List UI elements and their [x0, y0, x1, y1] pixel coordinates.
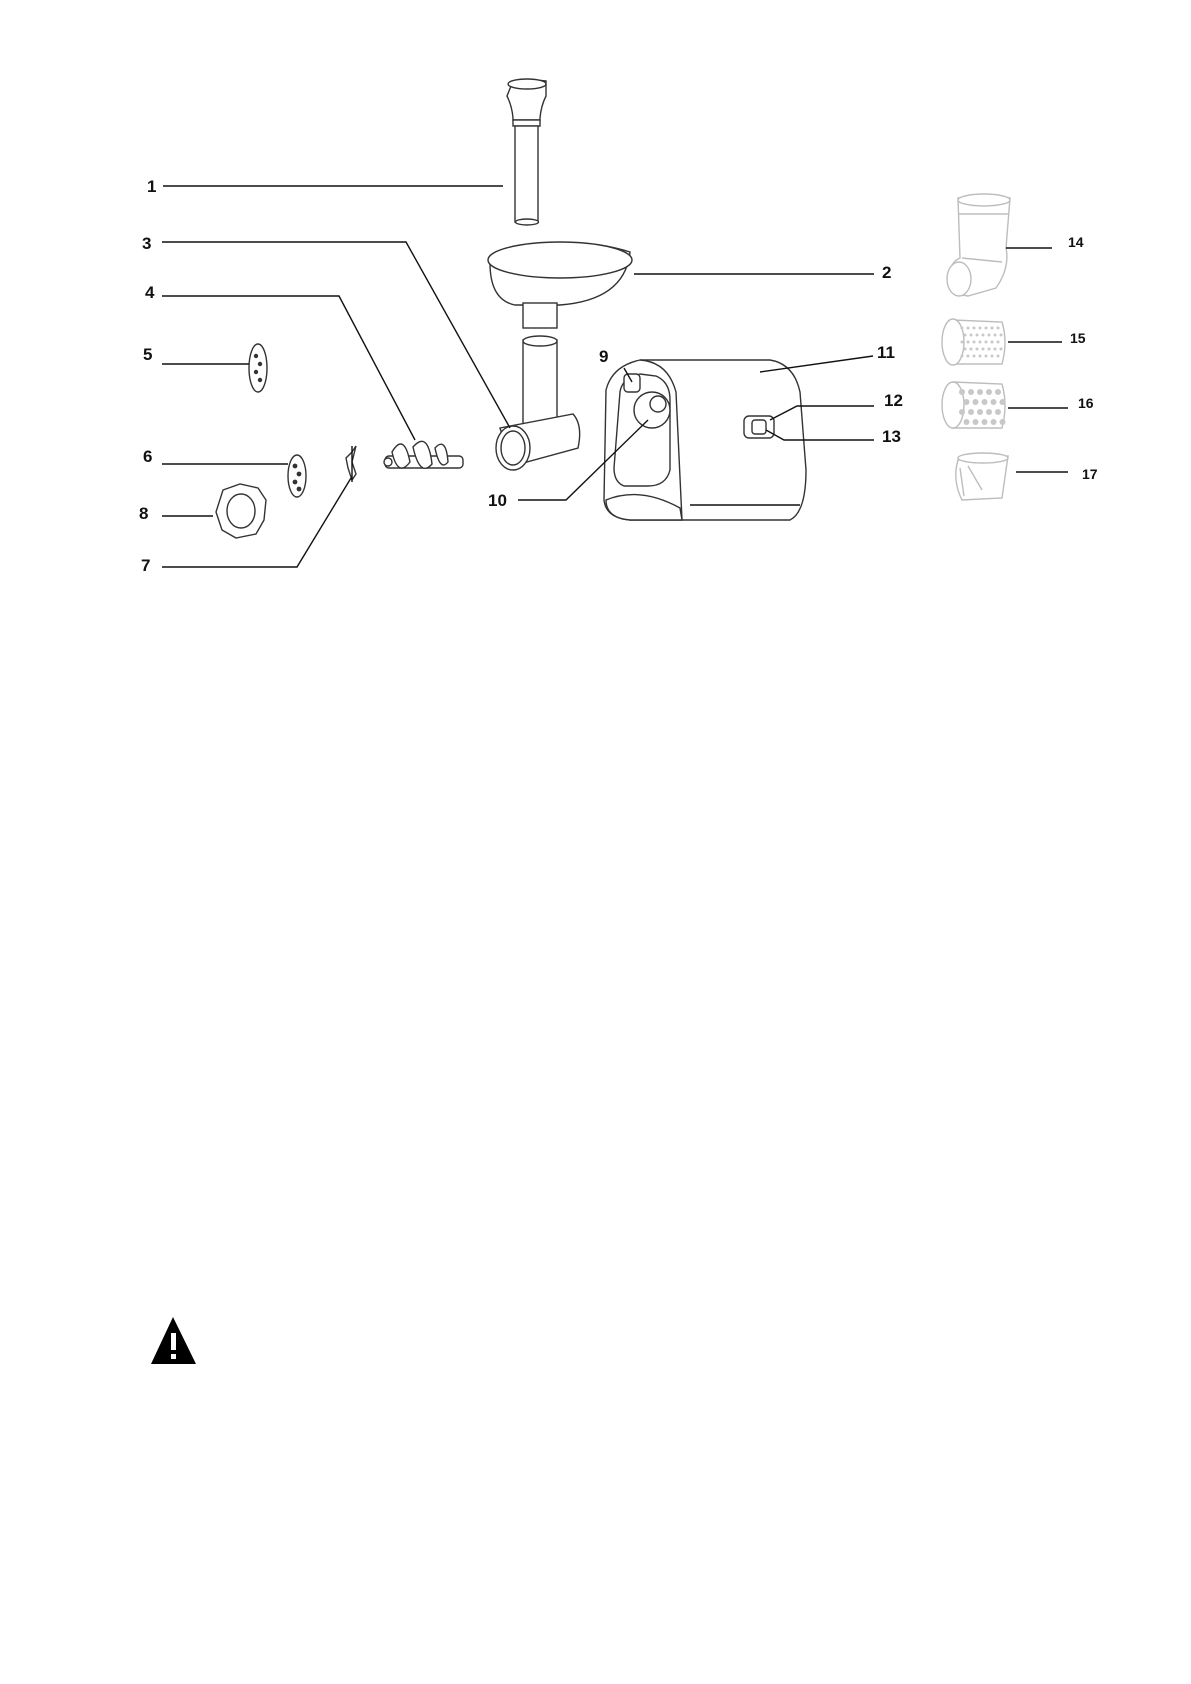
grater-hole — [961, 341, 964, 344]
part-fine-grating-drum — [942, 319, 1005, 365]
part-ring-nut — [216, 484, 266, 538]
grater-hole — [973, 399, 979, 405]
grater-hole — [968, 389, 974, 395]
part-auger — [384, 441, 463, 468]
grater-hole — [961, 355, 964, 358]
callout-15: 15 — [1070, 330, 1086, 346]
grater-hole — [982, 419, 988, 425]
part-slicing-drum — [956, 453, 1008, 500]
grater-hole — [988, 334, 991, 337]
grater-hole — [964, 334, 967, 337]
grater-hole — [964, 399, 970, 405]
callout-17: 17 — [1082, 466, 1098, 482]
grater-hole — [970, 334, 973, 337]
grater-hole — [995, 409, 1001, 415]
callout-2: 2 — [882, 263, 892, 282]
callout-9: 9 — [599, 347, 609, 366]
grater-hole — [973, 419, 979, 425]
grater-hole — [973, 327, 976, 330]
leader-4 — [162, 296, 415, 440]
callout-6: 6 — [143, 447, 153, 466]
grater-hole — [997, 355, 1000, 358]
grater-hole — [982, 334, 985, 337]
grater-hole — [979, 341, 982, 344]
leader-3 — [162, 242, 510, 428]
grater-hole — [961, 327, 964, 330]
part-coarse-grating-drum — [942, 382, 1006, 428]
grater-hole — [997, 341, 1000, 344]
grater-hole — [976, 334, 979, 337]
grater-hole — [982, 399, 988, 405]
callout-4: 4 — [145, 283, 155, 302]
grater-hole — [994, 348, 997, 351]
grater-hole — [991, 399, 997, 405]
callout-7: 7 — [141, 556, 151, 575]
callout-16: 16 — [1078, 395, 1094, 411]
callout-3: 3 — [142, 234, 152, 253]
grater-hole — [979, 355, 982, 358]
grater-hole — [991, 327, 994, 330]
grater-hole — [1000, 399, 1006, 405]
grater-hole — [964, 348, 967, 351]
grater-hole — [977, 389, 983, 395]
callout-8: 8 — [139, 504, 149, 523]
grater-hole — [995, 389, 1001, 395]
grater-hole — [986, 389, 992, 395]
part-cutting-blade — [346, 446, 356, 482]
grater-hole — [988, 348, 991, 351]
grater-hole — [1000, 419, 1006, 425]
grater-hole — [973, 341, 976, 344]
callout-1: 1 — [147, 177, 157, 196]
grater-hole — [970, 348, 973, 351]
grater-hole — [973, 355, 976, 358]
grater-hole — [968, 409, 974, 415]
part-coarse-plate — [288, 455, 306, 497]
grater-hole — [967, 355, 970, 358]
grater-hole — [976, 348, 979, 351]
grater-hole — [991, 419, 997, 425]
grater-hole — [985, 341, 988, 344]
grater-hole — [979, 327, 982, 330]
warning-triangle-icon — [151, 1317, 196, 1364]
grater-hole — [985, 327, 988, 330]
grater-hole — [959, 389, 965, 395]
callout-5: 5 — [143, 345, 153, 364]
grater-hole — [964, 419, 970, 425]
callout-13: 13 — [882, 427, 901, 446]
grater-hole — [967, 341, 970, 344]
grater-hole — [994, 334, 997, 337]
part-motor-housing — [604, 360, 806, 520]
grater-hole — [967, 327, 970, 330]
part-pusher — [507, 79, 546, 225]
grater-hole — [991, 341, 994, 344]
part-fine-plate — [249, 344, 267, 392]
grater-hole — [986, 409, 992, 415]
grater-hole — [991, 355, 994, 358]
callout-10: 10 — [488, 491, 507, 510]
grater-hole — [985, 355, 988, 358]
grater-hole — [982, 348, 985, 351]
grater-hole — [1000, 334, 1003, 337]
part-grinder-head — [496, 336, 580, 470]
part-tray — [488, 242, 632, 328]
grater-hole — [1000, 348, 1003, 351]
grater-hole — [977, 409, 983, 415]
part-grater-body — [947, 194, 1010, 296]
callout-11: 11 — [877, 343, 895, 362]
callout-12: 12 — [884, 391, 903, 410]
grater-hole — [959, 409, 965, 415]
callout-14: 14 — [1068, 234, 1084, 250]
grater-hole — [997, 327, 1000, 330]
